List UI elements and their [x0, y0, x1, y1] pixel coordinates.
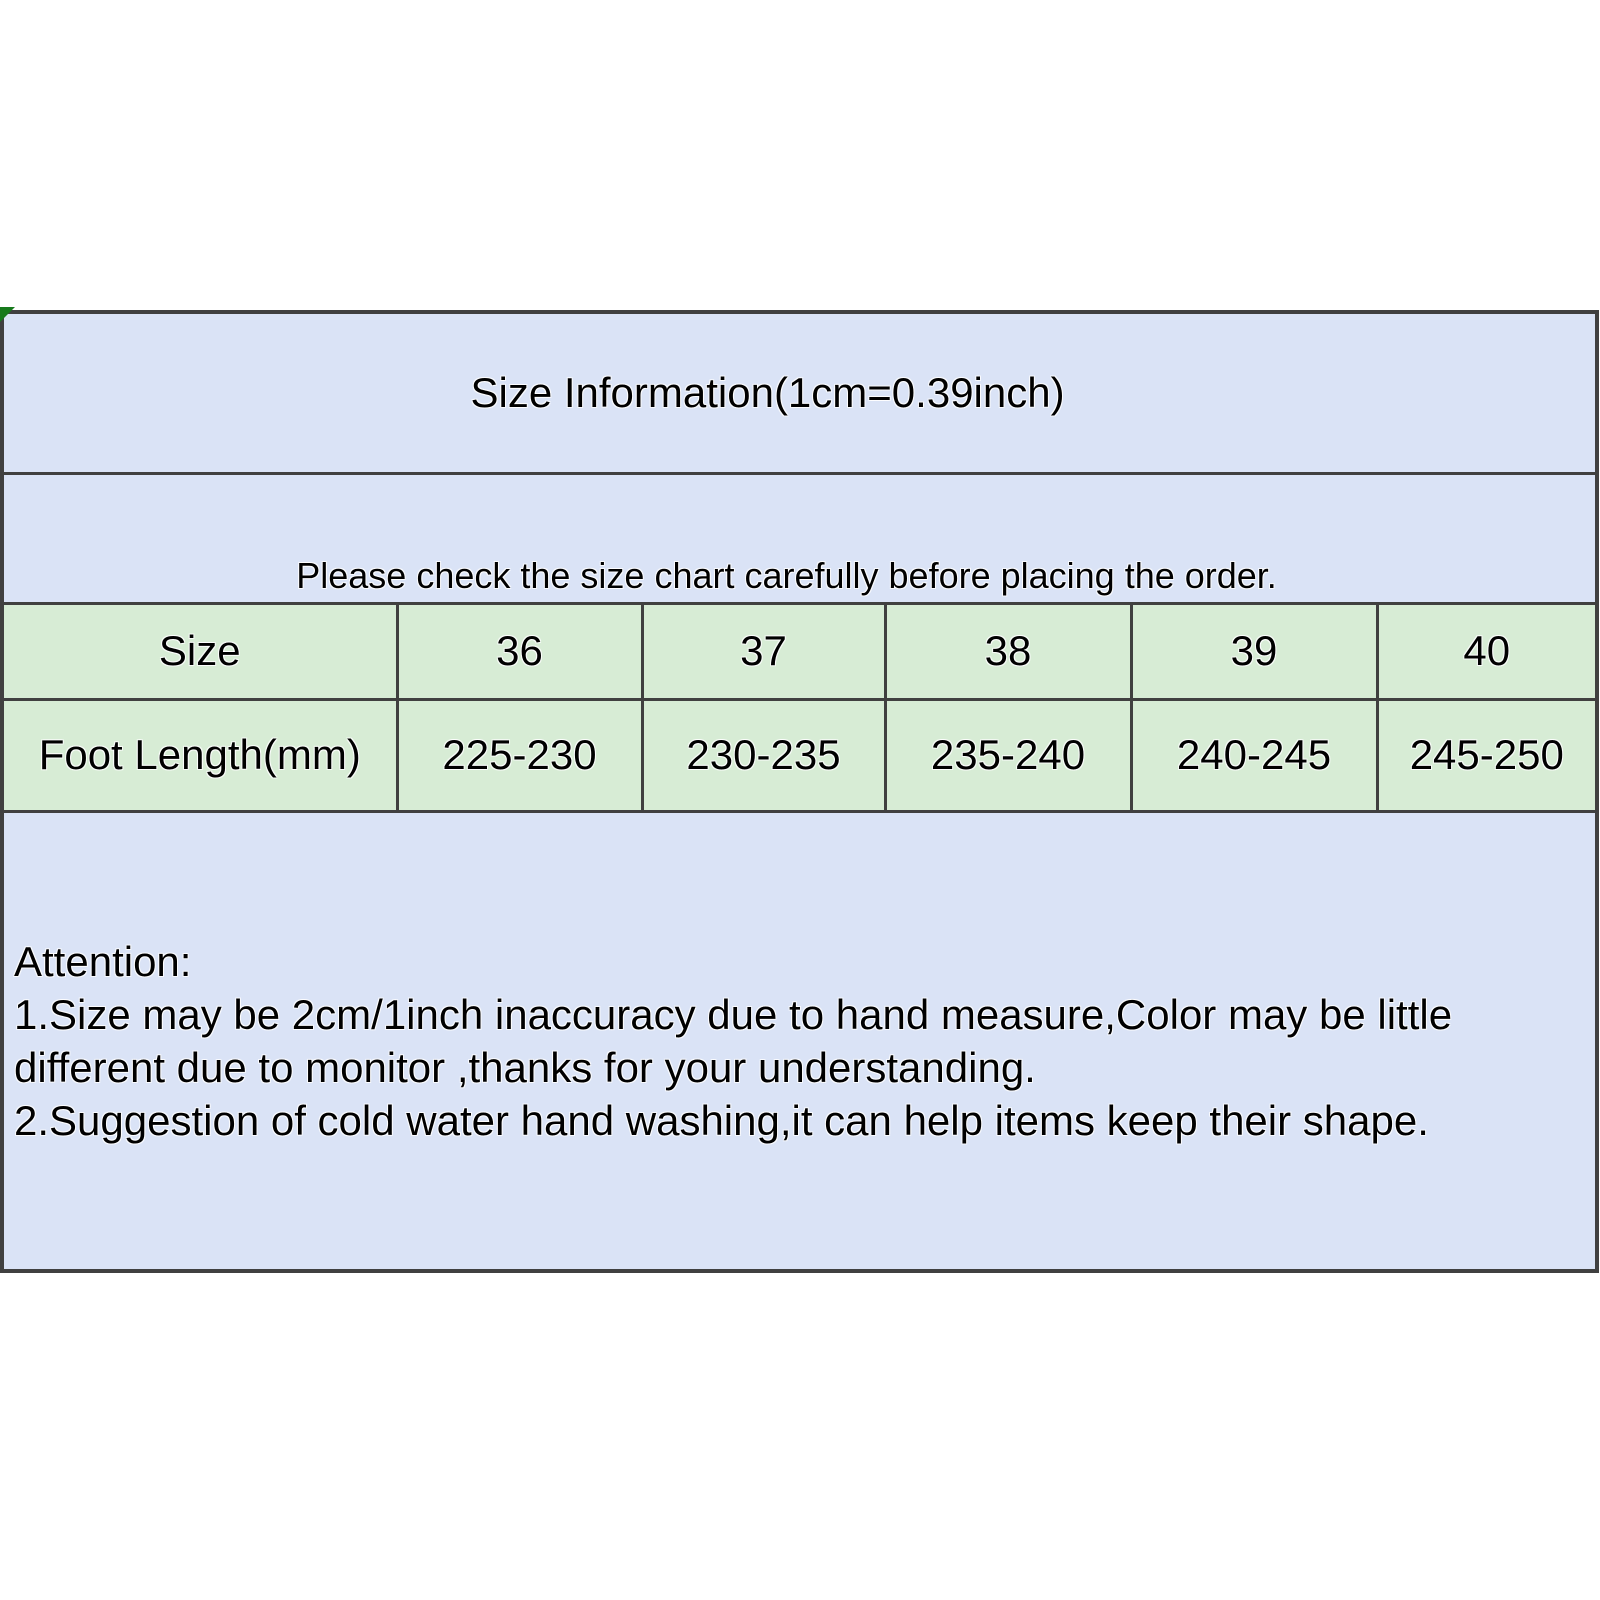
foot-length-value-cell	[1377, 699, 1597, 811]
foot-length-row-label	[2, 699, 397, 811]
attention-line-3: 2.Suggestion of cold water hand washing,it can help items keep their shape.	[14, 1096, 1429, 1144]
size-value-cell	[885, 603, 1131, 699]
size-header-row	[2, 603, 1597, 699]
foot-length-value-text: 240-245	[1176, 731, 1332, 778]
foot-length-value-text: 235-240	[930, 731, 1086, 778]
green-corner-triangle-icon	[0, 307, 15, 322]
attention-line-2: different due to monitor ,thanks for your understanding.	[14, 1043, 1036, 1091]
size-chart-notice: Please check the size chart carefully before placing the order.	[296, 554, 1277, 596]
size-value-text: 36	[496, 627, 543, 674]
foot-length-value-text: 245-250	[1409, 731, 1564, 778]
size-info-sheet	[0, 310, 1595, 1273]
title-row	[2, 312, 1597, 473]
size-row-label	[2, 603, 397, 699]
foot-length-value-cell	[885, 699, 1131, 811]
size-value-text: 37	[740, 627, 787, 674]
size-value-cell	[397, 603, 642, 699]
foot-length-value-text: 230-235	[686, 731, 841, 778]
size-label-text: Size	[158, 627, 241, 674]
foot-length-value-cell	[1131, 699, 1377, 811]
attention-row	[2, 811, 1597, 1271]
size-value-text: 38	[984, 627, 1032, 674]
size-value-cell	[1131, 603, 1377, 699]
foot-length-value-text: 225-230	[442, 731, 597, 778]
size-value-cell	[1377, 603, 1597, 699]
size-value-text: 39	[1230, 627, 1278, 674]
attention-heading: Attention:	[14, 937, 192, 985]
notice-row	[2, 473, 1597, 603]
size-chart-title: Size Information(1cm=0.39inch)	[470, 368, 1065, 416]
attention-line-1: 1.Size may be 2cm/1inch inaccuracy due to hand measure,Color may be little	[14, 990, 1453, 1038]
foot-length-label-text: Foot Length(mm)	[38, 731, 361, 778]
foot-length-value-cell	[642, 699, 885, 811]
foot-length-value-cell	[397, 699, 642, 811]
size-chart-table	[0, 310, 1599, 1273]
size-value-cell	[642, 603, 885, 699]
foot-length-row	[2, 699, 1597, 811]
size-value-text: 40	[1463, 627, 1511, 674]
